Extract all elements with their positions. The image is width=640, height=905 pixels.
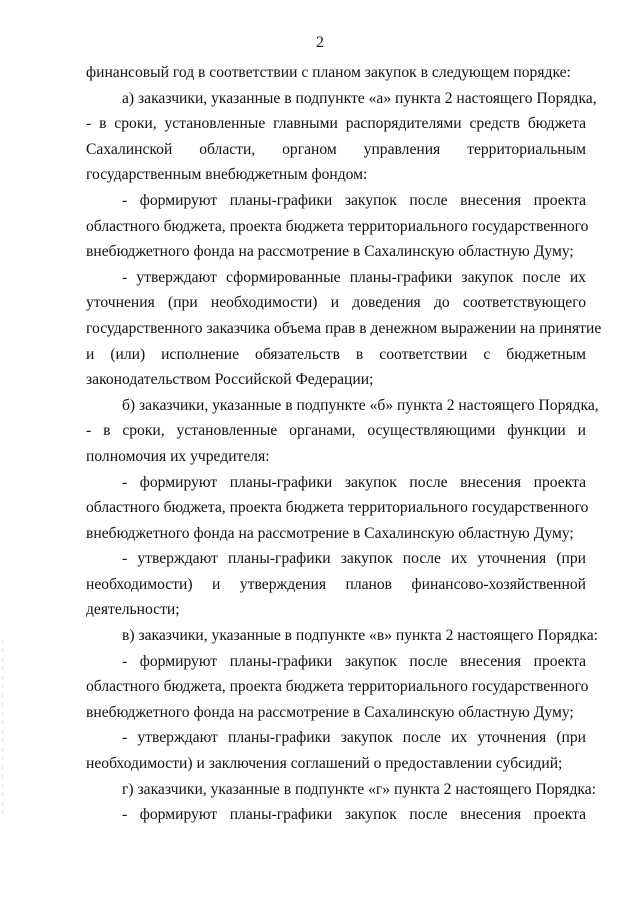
document-body xyxy=(86,60,602,828)
scan-edge-artifact xyxy=(2,640,3,820)
text-line: областного бюджета, проекта бюджета территориального государственного xyxy=(86,499,589,517)
text-line: - утверждают планы-графики закупок после их уточнения (при xyxy=(122,550,586,568)
text-line: внебюджетного фонда на рассмотрение в Сахалинскую областную Думу; xyxy=(86,524,574,542)
text-line: и (или) исполнение обязательств в соответствии с бюджетным xyxy=(86,345,586,363)
text-line: а) заказчики, указанные в подпункте «а» пункта 2 настоящего Порядка, xyxy=(122,89,597,107)
text-line: внебюджетного фонда на рассмотрение в Сахалинскую областную Думу; xyxy=(86,243,574,261)
text-line: - утверждают планы-графики закупок после их уточнения (при xyxy=(122,729,586,747)
text-line: г) заказчики, указанные в подпункте «г» пункта 2 настоящего Порядка: xyxy=(122,780,597,798)
text-line: необходимости) и утверждения планов финансово-хозяйственной xyxy=(86,575,586,593)
text-line: в) заказчики, указанные в подпункте «в» пункта 2 настоящего Порядка: xyxy=(122,627,598,645)
text-line: финансовый год в соответствии с планом закупок в следующем порядке: xyxy=(86,64,571,81)
text-line: - в сроки, установленные главными распорядителями средств бюджета xyxy=(86,115,586,133)
text-line: областного бюджета, проекта бюджета территориального государственного xyxy=(86,678,589,696)
text-line: государственным внебюджетным фондом: xyxy=(86,166,368,184)
text-line: б) заказчики, указанные в подпункте «б» пункта 2 настоящего Порядка, xyxy=(122,396,599,414)
text-line: - формируют планы-графики закупок после внесения проекта xyxy=(122,652,586,670)
text-line: областного бюджета, проекта бюджета территориального государственного xyxy=(86,217,589,235)
text-line: - формируют планы-графики закупок после внесения проекта xyxy=(122,473,586,491)
text-line: законодательством Российской Федерации; xyxy=(86,371,374,389)
text-line: - утверждают сформированные планы-графики закупок после их xyxy=(122,268,586,286)
text-line: государственного заказчика объема прав в денежном выражении на принятие xyxy=(86,319,602,337)
text-line: полномочия их учредителя: xyxy=(86,447,270,465)
page-number: 2 xyxy=(316,34,324,51)
text-line: внебюджетного фонда на рассмотрение в Сахалинскую областную Думу; xyxy=(86,703,574,721)
text-line: - в сроки, установленные органами, осуществляющими функции и xyxy=(86,422,586,440)
text-line: - формируют планы-графики закупок после внесения проекта xyxy=(122,806,586,824)
text-line: Сахалинской области, органом управления территориальным xyxy=(86,140,586,158)
text-line: деятельности; xyxy=(86,601,180,619)
text-line: уточнения (при необходимости) и доведения до соответствующего xyxy=(86,294,586,312)
text-line: - формируют планы-графики закупок после внесения проекта xyxy=(122,191,586,209)
text-line: необходимости) и заключения соглашений о предоставлении субсидий; xyxy=(86,755,563,773)
